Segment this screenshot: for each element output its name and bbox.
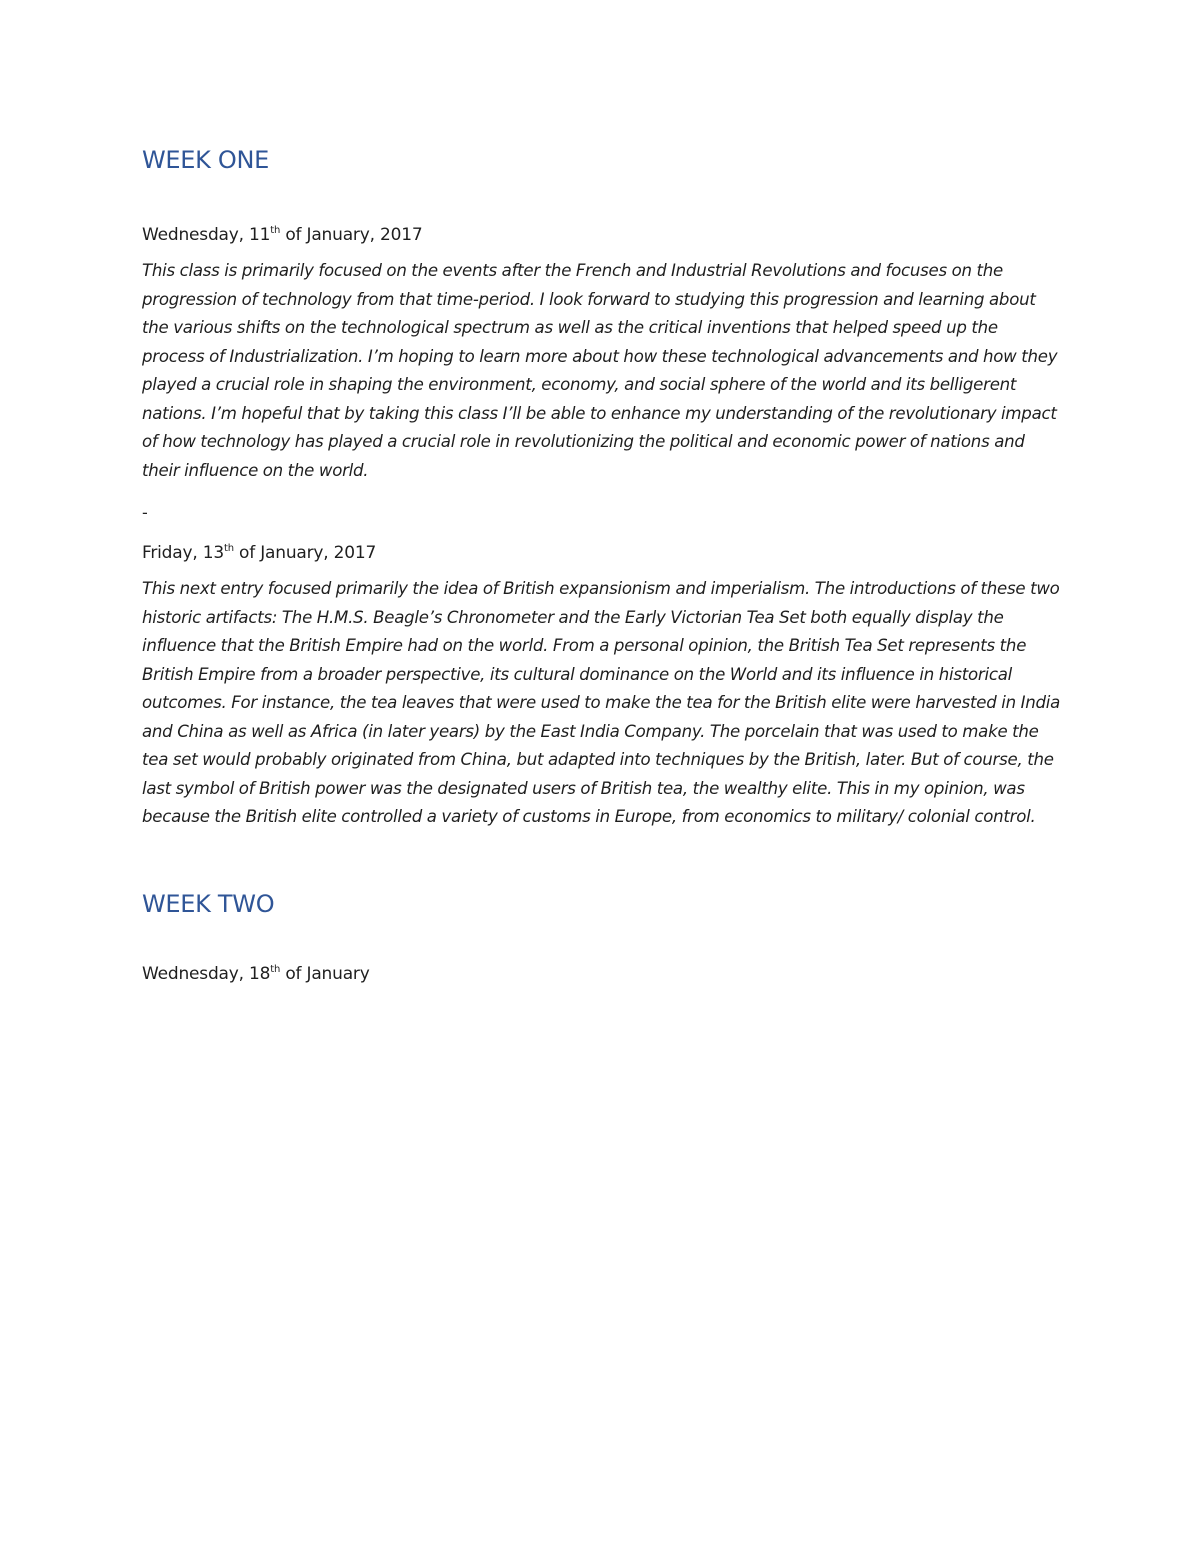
- entry-body-jan-13: This next entry focused primarily the idea of British expansionism and imperialism. The introductions of these two historic artifacts: The H.M.S. Beagle’s Chronometer and the Early Victorian Tea Set both equally display the influence that the British Empire had on the world. From a personal opinion, the British Tea Set represents the British Empire from a broader perspective, its cultural dominance on the World and its influence in historical outcomes. For instance, the tea leaves that were used to make the tea for the British elite were harvested in India and China as well as Africa (in later years) by the East India Company. The porcelain that was used to make the tea set would probably originated from China, but adapted into techniques by the British, later. But of course, the last symbol of British power was the designated users of British tea, the wealthy elite. This in my opinion, was because the British elite controlled a variety of customs in Europe, from economics to military/ colonial control.: [142, 579, 1061, 826]
- entry-date-jan-13: [142, 541, 1062, 565]
- week-one-heading: WEEK ONE: [142, 146, 270, 174]
- entry-date-ordinal: th: [270, 225, 281, 236]
- entry-date-suffix: of January: [280, 963, 370, 984]
- entry-date-prefix: Wednesday, 11: [142, 225, 271, 245]
- entry-date-ordinal: th: [270, 963, 281, 975]
- entry-body-jan-11: This class is primarily focused on the events after the French and Industrial Revolutions and focuses on the progression of technology from that time-period. I look forward to studying this progression and learning about the various shifts on the technological spectrum as well as the critical inventions that helped speed up the process of Industrialization. I’m hoping to learn more about how these technological advancements and how they played a crucial role in shaping the environment, economy, and social sphere of the world and its belligerent nations. I’m hopeful that by taking this class I’ll be able to enhance my understanding of the revolutionary impact of how technology has played a crucial role in revolutionizing the political and economic power of nations and their influence on the world.: [142, 261, 1058, 480]
- entry-date-jan-18: [142, 962, 1062, 986]
- entry-separator: -: [142, 503, 148, 522]
- entry-date-prefix: Friday, 13: [142, 543, 224, 563]
- entry-date-prefix: Wednesday, 18: [142, 963, 271, 984]
- document-content: [142, 140, 1062, 986]
- entry-date-suffix: of January, 2017: [233, 543, 377, 563]
- week-two-heading: WEEK TWO: [142, 889, 275, 918]
- entry-date-ordinal: th: [223, 543, 234, 554]
- entry-date-jan-11: [142, 223, 1062, 247]
- entry-date-suffix: of January, 2017: [280, 225, 423, 245]
